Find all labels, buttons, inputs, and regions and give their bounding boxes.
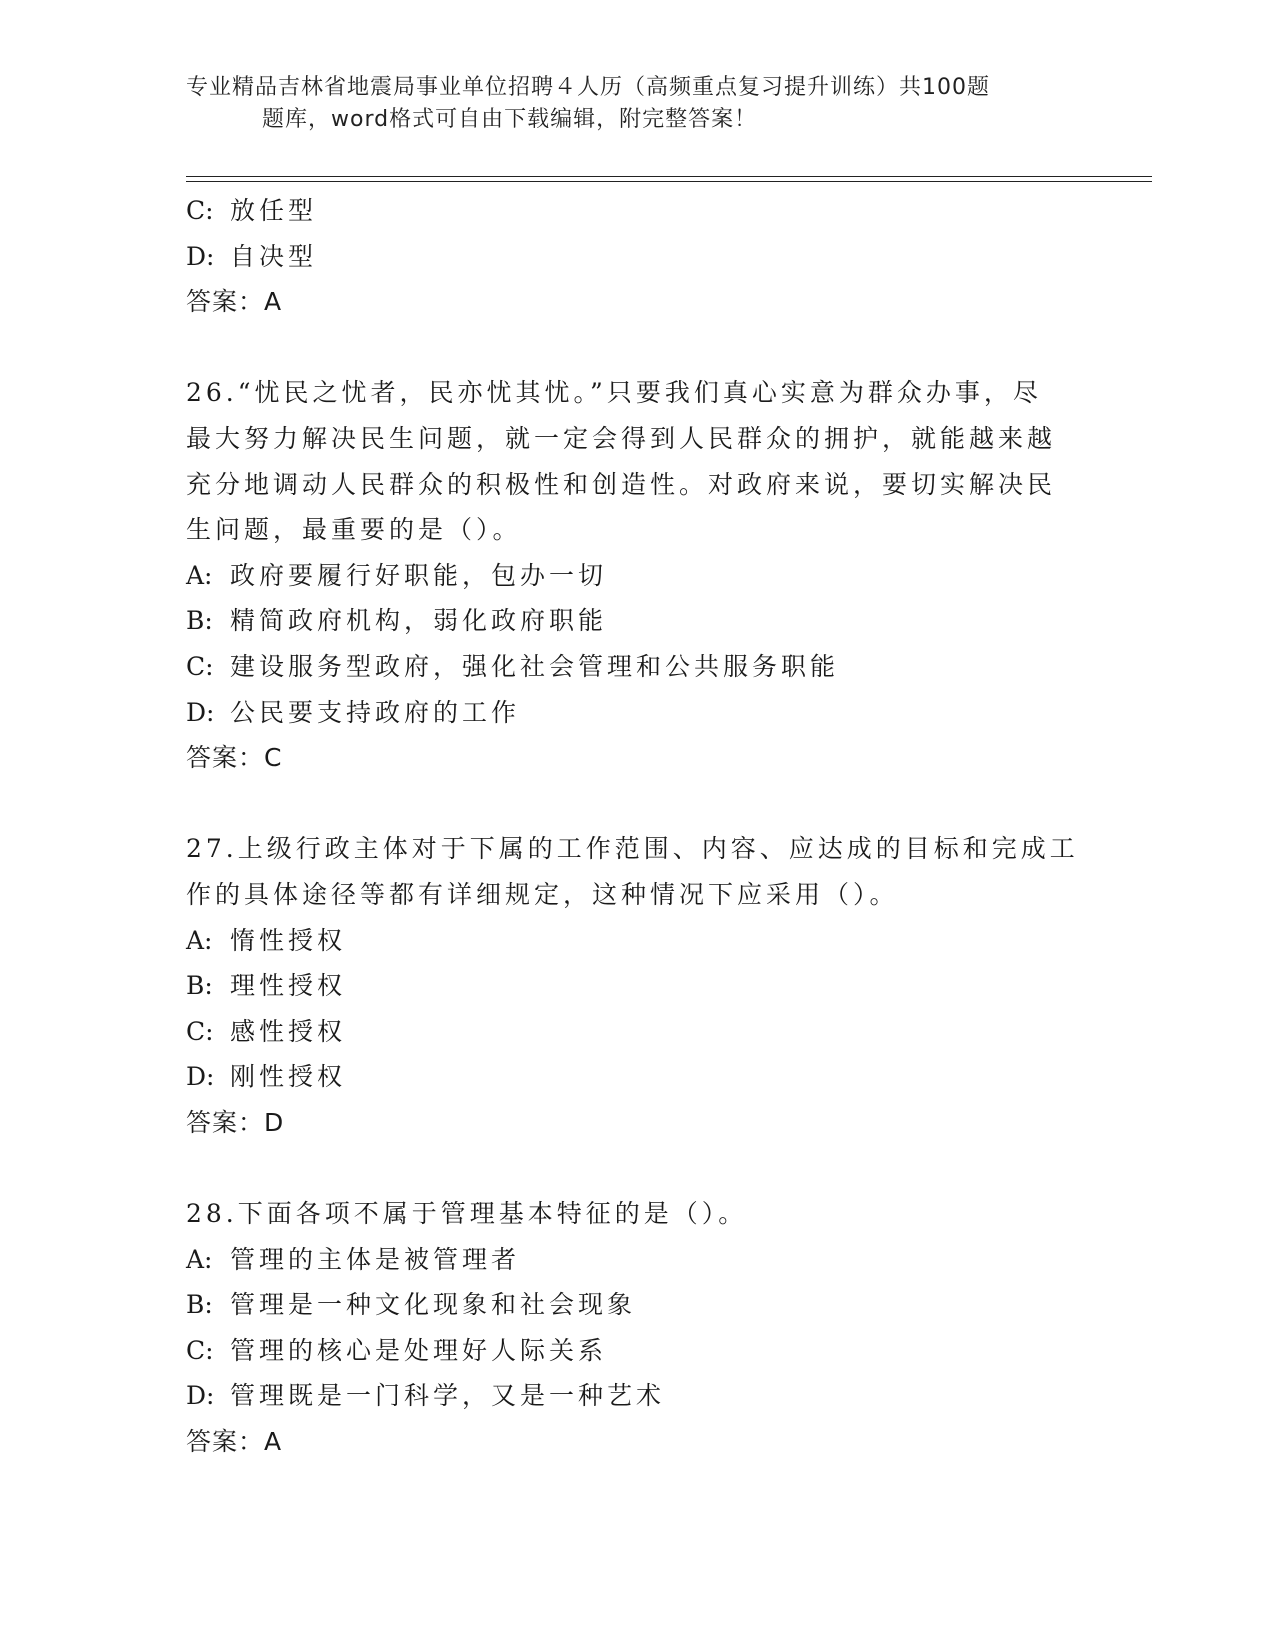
spacer [186,1145,1086,1191]
option-text: 自决型 [230,241,318,271]
option-line [186,963,1086,1009]
option-line [186,598,1086,644]
option-line [186,188,1086,234]
option-letter: C: [186,1335,214,1365]
option-line [186,1328,1086,1374]
option-text: 管理的主体是被管理者 [230,1244,521,1274]
option-letter: D: [186,697,215,727]
document-header [186,72,1066,136]
option-letter: B: [186,1290,213,1320]
header-title-line-1: 专业精品吉林省地震局事业单位招聘４人历（高频重点复习提升训练）共100题 [186,75,990,100]
option-line [186,234,1086,280]
option-letter: D: [186,1381,215,1411]
answer-line: 答案：C [186,743,283,773]
question-content [186,188,1086,1465]
option-text: 公民要支持政府的工作 [230,697,521,727]
option-line [186,1373,1086,1419]
option-text: 管理既是一门科学，又是一种艺术 [230,1381,666,1411]
option-text: 理性授权 [230,971,347,1001]
option-letter: C: [186,196,214,225]
option-line [186,553,1086,599]
question-stem-line: 26.“忧民之忧者，民亦忧其忧。”只要我们真心实意为群众办事，尽 [186,378,1042,408]
header-rule-top [186,176,1152,177]
header-title-line-2: 题库，word格式可自由下载编辑，附完整答案！ [262,107,758,132]
spacer [186,781,1086,827]
option-letter: B: [186,971,213,1001]
option-text: 惰性授权 [230,925,347,955]
option-text: 政府要履行好职能，包办一切 [230,560,608,590]
option-text: 精简政府机构，弱化政府职能 [230,606,608,636]
question-stem-line: 28.下面各项不属于管理基本特征的是（）。 [186,1199,748,1229]
option-letter: B: [186,606,213,636]
question-28 [186,1191,1086,1465]
option-line [186,690,1086,736]
option-letter: A: [186,560,213,590]
option-letter: C: [186,651,214,681]
option-letter: D: [186,241,215,271]
option-line [186,1282,1086,1328]
answer-line: 答案：A [186,1427,283,1457]
question-stem-line: 作的具体途径等都有详细规定，这种情况下应采用（）。 [186,879,899,909]
answer-line: 答案：A [186,287,283,317]
option-text: 刚性授权 [230,1062,347,1092]
option-line [186,918,1086,964]
option-text: 放任型 [230,196,318,225]
option-line [186,1237,1086,1283]
header-rule-bottom [186,181,1152,182]
option-text: 建设服务型政府，强化社会管理和公共服务职能 [230,651,840,681]
question-stem-line: 充分地调动人民群众的积极性和创造性。对政府来说，要切实解决民 [186,469,1057,499]
question-stem-line: 27.上级行政主体对于下属的工作范围、内容、应达成的目标和完成工 [186,834,1079,864]
option-letter: D: [186,1062,215,1092]
question-26 [186,370,1086,780]
option-letter: C: [186,1016,214,1046]
spacer [186,325,1086,371]
answer-line: 答案：D [186,1107,285,1137]
option-text: 管理是一种文化现象和社会现象 [230,1290,637,1320]
option-line [186,1054,1086,1100]
option-text: 管理的核心是处理好人际关系 [230,1335,608,1365]
option-letter: A: [186,1244,213,1274]
option-line [186,644,1086,690]
option-line [186,1009,1086,1055]
option-letter: A: [186,925,213,955]
question-27 [186,826,1086,1145]
question-stem-line: 最大努力解决民生问题，就一定会得到人民群众的拥护，就能越来越 [186,423,1057,453]
question-stem-line: 生问题，最重要的是（）。 [186,515,522,545]
option-text: 感性授权 [230,1016,347,1046]
